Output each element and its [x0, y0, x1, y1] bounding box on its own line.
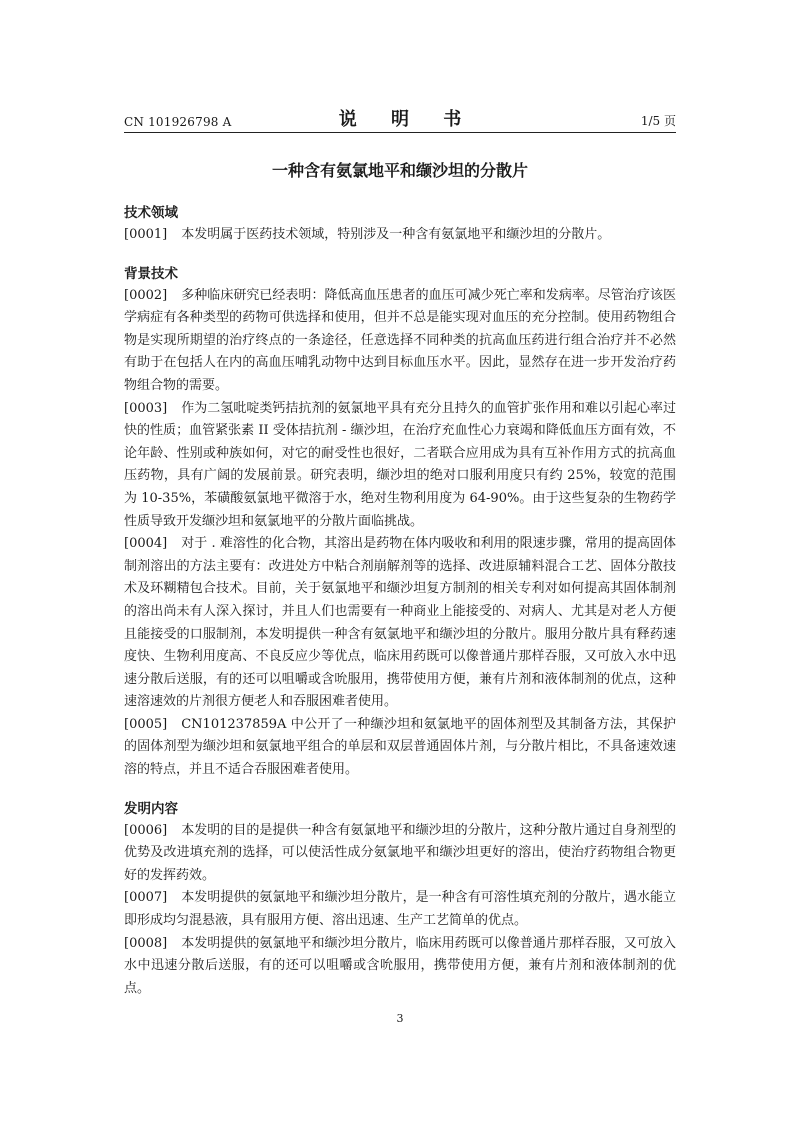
paragraph-number: [0002]	[124, 287, 168, 303]
paragraph-number: [0003]	[124, 400, 168, 416]
paragraph-number: [0001]	[124, 227, 168, 242]
paragraph-text: CN101237859A 中公开了一种缬沙坦和氨氯地平的固体剂型及其制备方法，其保护的固体剂型为缬沙坦和氨氯地平组合的单层和双层普通固体片剂，与分散片相比，不具备速效速溶的特点，并且不适合吞服困难者使用。	[124, 716, 676, 778]
paragraph-number: [0007]	[124, 890, 168, 906]
paragraph-number: [0005]	[124, 716, 168, 732]
paragraph-text: 对于 . 难溶性的化合物，其溶出是药物在体内吸收和利用的限速步骤，常用的提高固体制剂溶出的方法主要有：改进处方中粘合剂崩解剂等的选择、改进原辅料混合工艺、固体分散技术及环糊精包合技术。目前，关于氨氯地平和缬沙坦复方制剂的相关专利对如何提高其固体制剂的溶出尚未有人深入探讨，并且人们也需要有一种商业上能接受的、对病人、尤其是对老人方便且能接受的口服制剂，本发明提供一种含有氨氯地平和缬沙坦的分散片。服用分散片具有释药速度快、生物利用度高、不良反应少等优点，临床用药既可以像普通片那样吞服，又可放入水中迅速分散后送服，有的还可以咀嚼或含吮服用，携带使用方便，兼有片剂和液体制剂的优点，这种速溶速效的片剂很方便老人和吞服困难者使用。	[124, 536, 676, 710]
paragraph	[124, 933, 676, 1001]
paragraph-text: 作为二氢吡啶类钙拮抗剂的氨氯地平具有充分且持久的血管扩张作用和难以引起心率过快的性质；血管紧张素 II 受体拮抗剂 - 缬沙坦，在治疗充血性心力衰竭和降低血压方面有效，不论年龄、性别或种族如何，对它的耐受性也很好，二者联合应用成为具有互补作用方式的抗高血压药物，具有广阔的发展前景。研究表明，缬沙坦的绝对口服利用度只有约 25%，较宽的范围为 10-35%，苯磺酸氨氯地平微溶于水，绝对生物利用度为 64-90%。由于这些复杂的生物药学性质导致开发缬沙坦和氨氯地平的分散片面临挑战。	[124, 400, 676, 529]
document-type: 说 明 书	[338, 109, 476, 130]
paragraph	[124, 714, 676, 782]
document-title: 一种含有氨氯地平和缬沙坦的分散片	[271, 161, 528, 180]
paragraph	[124, 820, 676, 888]
document-body	[124, 202, 676, 1000]
page-number: 3	[396, 1012, 404, 1025]
paragraph	[124, 224, 676, 247]
page-info: 1/5 页	[640, 114, 676, 128]
section-heading-summary: 发明内容	[124, 800, 178, 817]
paragraph-number: [0006]	[124, 822, 168, 838]
paragraph-text: 本发明属于医药技术领域，特别涉及一种含有氨氯地平和缬沙坦的分散片。	[181, 227, 611, 242]
paragraph	[124, 285, 676, 398]
paragraph	[124, 887, 676, 932]
section-heading-background: 背景技术	[124, 265, 178, 282]
paragraph	[124, 398, 676, 534]
paragraph-number: [0004]	[124, 536, 168, 552]
paragraph-number: [0008]	[124, 935, 168, 951]
paragraph-text: 本发明提供的氨氯地平和缬沙坦分散片，临床用药既可以像普通片那样吞服，又可放入水中迅速分散后送服，有的还可以咀嚼或含吮服用，携带使用方便，兼有片剂和液体制剂的优点。	[124, 935, 676, 996]
paragraph-text: 本发明的目的是提供一种含有氨氯地平和缬沙坦的分散片，这种分散片通过自身剂型的优势及改进填充剂的选择，可以使活性成分氨氯地平和缬沙坦更好的溶出，使治疗药物组合物更好的发挥药效。	[124, 822, 676, 883]
paragraph-text: 多种临床研究已经表明：降低高血压患者的血压可减少死亡率和发病率。尽管治疗该医学病症有各种类型的药物可供选择和使用，但并不总是能实现对血压的充分控制。使用药物组合物是实现所期望的治疗终点的一条途径，任意选择不同种类的抗高血压药进行组合治疗并不必然有助于在包括人在内的高血压哺乳动物中达到目标血压水平。因此，显然存在进一步开发治疗药物组合物的需要。	[124, 287, 676, 393]
paragraph-text: 本发明提供的氨氯地平和缬沙坦分散片，是一种含有可溶性填充剂的分散片，遇水能立即形成均匀混悬液，具有服用方便、溶出迅速、生产工艺简单的优点。	[124, 890, 676, 929]
patent-number: CN 101926798 A	[124, 115, 232, 129]
section-heading-technical-field: 技术领域	[124, 205, 178, 221]
paragraph	[124, 533, 676, 714]
header-rule	[124, 132, 676, 133]
page-header	[124, 106, 676, 132]
